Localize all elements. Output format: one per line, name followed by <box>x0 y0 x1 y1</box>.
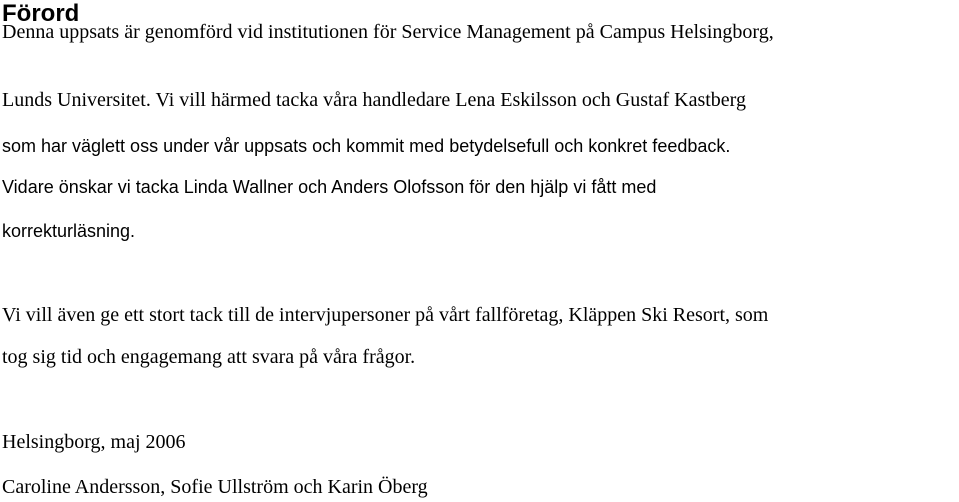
paragraph-line: tog sig tid och engagemang att svara på våra frågor. <box>2 346 416 368</box>
place-and-date: Helsingborg, maj 2006 <box>2 431 186 453</box>
paragraph-line: Vi vill även ge ett stort tack till de intervjupersoner på vårt fallföretag, Kläppen Ski Resort, som <box>2 304 769 326</box>
paragraph-line: Lunds Universitet. Vi vill härmed tacka våra handledare Lena Eskilsson och Gustaf Kastberg <box>2 89 746 111</box>
author-names: Caroline Andersson, Sofie Ullström och Karin Öberg <box>2 476 428 498</box>
page-title: Förord <box>2 0 80 27</box>
paragraph-line: som har väglett oss under vår uppsats och kommit med betydelsefull och konkret feedback. <box>2 136 731 156</box>
paragraph-line: korrekturläsning. <box>2 221 136 241</box>
paragraph-line: Vidare önskar vi tacka Linda Wallner och Anders Olofsson för den hjälp vi fått med <box>2 177 657 197</box>
paragraph-line: Denna uppsats är genomförd vid institutionen för Service Management på Campus Helsingborg, <box>2 21 774 43</box>
